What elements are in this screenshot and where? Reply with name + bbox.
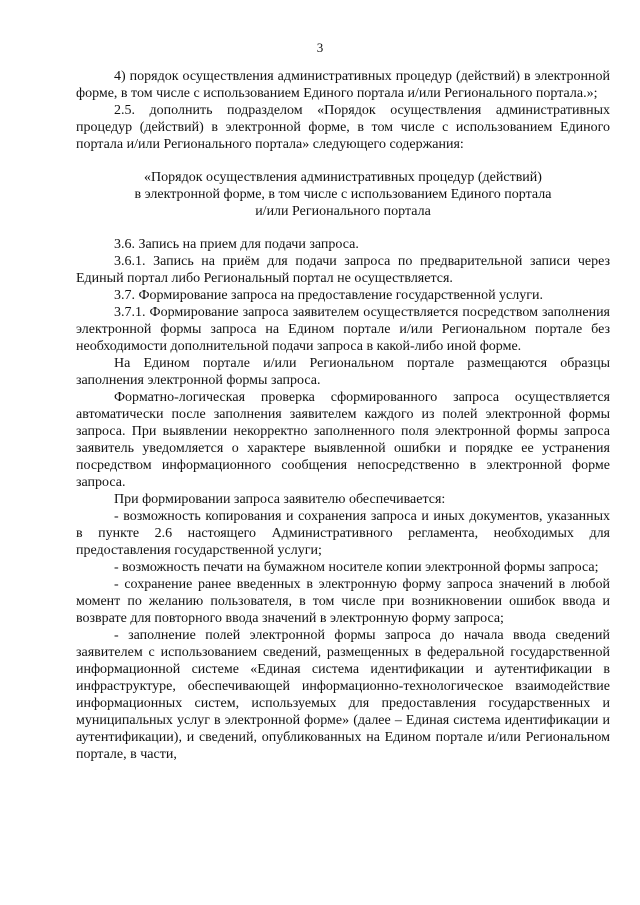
paragraph-3-6-1: 3.6.1. Запись на приём для подачи запроса по предварительной записи через Единый портал либо Региональный портал не осуществляется. bbox=[76, 254, 610, 286]
section-heading-line: «Порядок осуществления административных процедур (действий) bbox=[144, 170, 542, 185]
paragraph-format-check: Форматно-логическая проверка сформированного запроса осуществляется автоматически после заполнения заявителем каждого из полей электронной формы запроса. При выявлении некорректно заполненного поля электронной формы запроса заявитель уведомляется о характере выявленной ошибки и порядке ее устранения посредством информационного сообщения непосредственно в электронной форме запроса. bbox=[76, 390, 610, 490]
list-item-copying: - возможность копирования и сохранения запроса и иных документов, указанных в пункте 2.6 настоящего Административного регламента, необходимых для предоставления государственной услуги; bbox=[76, 509, 610, 558]
paragraph-3-6: 3.6. Запись на прием для подачи запроса. bbox=[114, 237, 359, 252]
paragraph-samples: На Едином портале и/или Региональном портале размещаются образцы заполнения электронной формы запроса. bbox=[76, 356, 610, 388]
list-item-printing: - возможность печати на бумажном носителе копии электронной формы запроса; bbox=[114, 560, 599, 575]
section-heading-line: в электронной форме, в том числе с использованием Единого портала bbox=[134, 187, 552, 202]
page-number: 3 bbox=[316, 40, 324, 55]
section-heading bbox=[76, 169, 610, 220]
paragraph-2-5: 2.5. дополнить подразделом «Порядок осуществления административных процедур (действий) в электронной форме, в том числе с использованием Единого портала и/или Регионального портала» следующего содержания: bbox=[76, 103, 610, 152]
list-item-autofill: - заполнение полей электронной формы запроса до начала ввода сведений заявителем с использованием сведений, размещенных в федеральной государственной информационной системе «Единая система идентификации и аутентификации в инфраструктуре, обеспечивающей информационно-технологическое взаимодействие информационных систем, используемых для предоставления государственных и муниципальных услуг в электронной форме» (далее – Единая система идентификации и аутентификации), и сведений, опубликованных на Едином портале и/или Региональном портале, в части, bbox=[76, 628, 610, 762]
paragraph-3-7-1: 3.7.1. Формирование запроса заявителем осуществляется посредством заполнения электронной формы запроса на Едином портале и/или Региональном портале без необходимости дополнительной подачи запроса в какой-либо иной форме. bbox=[76, 305, 610, 354]
section-heading-line: и/или Регионального портала bbox=[255, 204, 431, 219]
paragraph-provided: При формировании запроса заявителю обеспечивается: bbox=[114, 492, 446, 507]
paragraph-3-7: 3.7. Формирование запроса на предоставление государственной услуги. bbox=[114, 288, 543, 303]
paragraph-item-4: 4) порядок осуществления административных процедур (действий) в электронной форме, в том числе с использованием Единого портала и/или Регионального портала.»; bbox=[76, 69, 610, 101]
list-item-saving: - сохранение ранее введенных в электронную форму запроса значений в любой момент по желанию пользователя, в том числе при возникновении ошибок ввода и возврате для повторного ввода значений в электронную форму запроса; bbox=[76, 577, 610, 626]
document-body bbox=[76, 68, 610, 763]
